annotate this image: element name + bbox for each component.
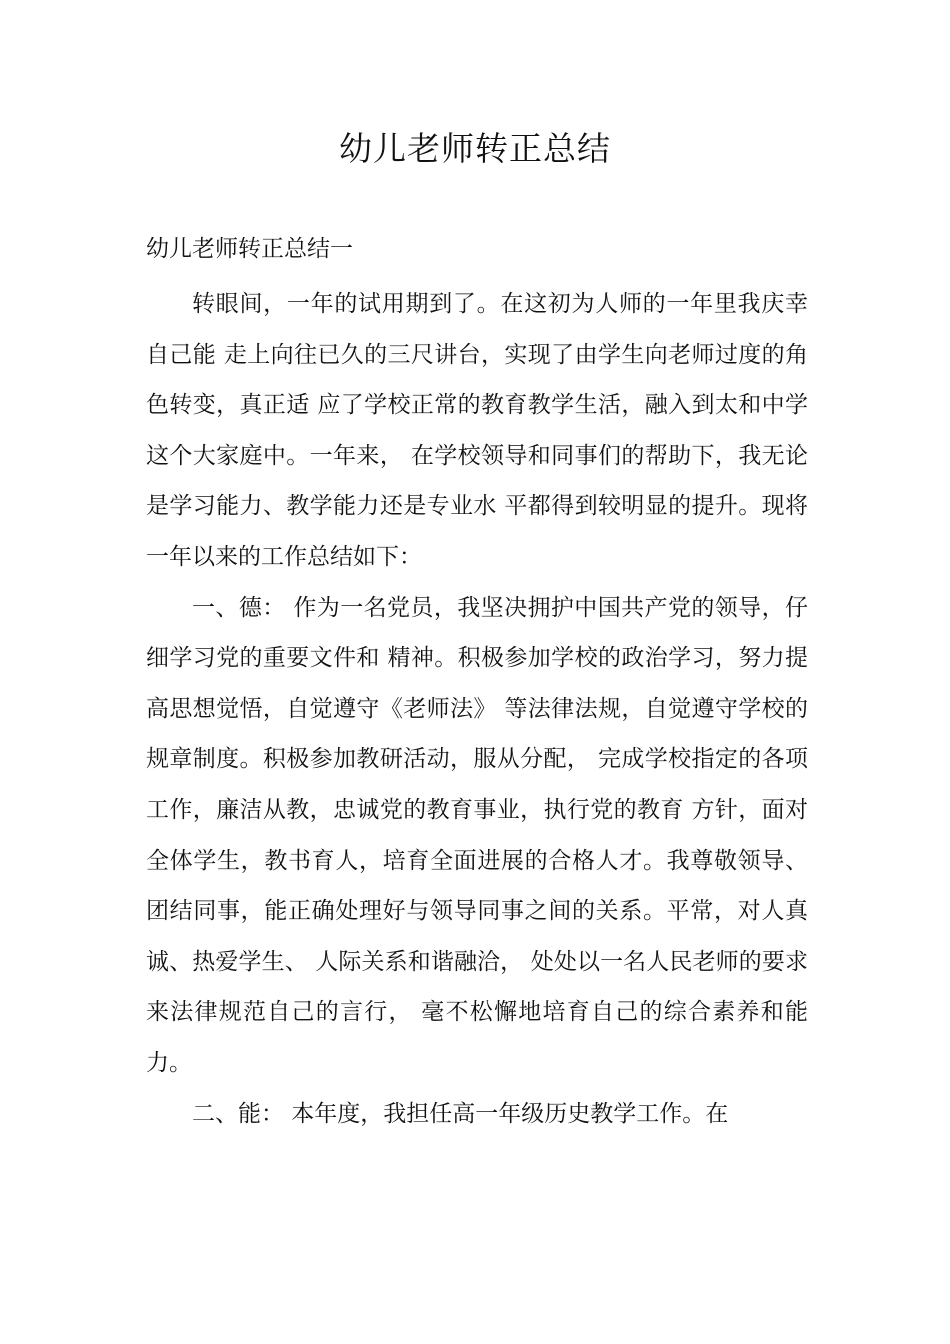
paragraph-ability: 二、能： 本年度，我担任高一年级历史教学工作。在 <box>192 1100 729 1127</box>
document-body <box>146 279 808 1139</box>
section-heading: 幼儿老师转正总结一 <box>146 236 353 262</box>
paragraph-morality: 一、德： 作为一名党员，我坚决拥护中国共产党的领导，仔细学习党的重要文件和 精神。积极参加学校的政治学习，努力提高思想觉悟，自觉遵守《老师法》 等法律法规，自觉遵守学校的规章制度。积极参加教研活动，服从分配， 完成学校指定的各项工作，廉洁从教，忠诚党的教育事业，执行党的教育 方针，面对全体学生，教书育人，培育全面进展的合格人才。我尊敬领导、 团结同事，能正确处理好与领导同事之间的关系。平常，对人真诚、热爱学生、 人际关系和谐融洽， 处处以一名人民老师的要求来法律规范自己的言行， 毫不松懈地培育自己的综合素养和能力。 <box>146 594 808 1076</box>
document-title: 幼儿老师转正总结 <box>339 129 611 168</box>
paragraph-intro: 转眼间，一年的试用期到了。在这初为人师的一年里我庆幸自己能 走上向往已久的三尺讲台，实现了由学生向老师过度的角色转变，真正适 应了学校正常的教育教学生活，融入到太和中学这个大家庭中。一年来， 在学校领导和同事们的帮助下，我无论是学习能力、教学能力还是专业水 平都得到较明显的提升。现将一年以来的工作总结如下： <box>146 291 808 570</box>
